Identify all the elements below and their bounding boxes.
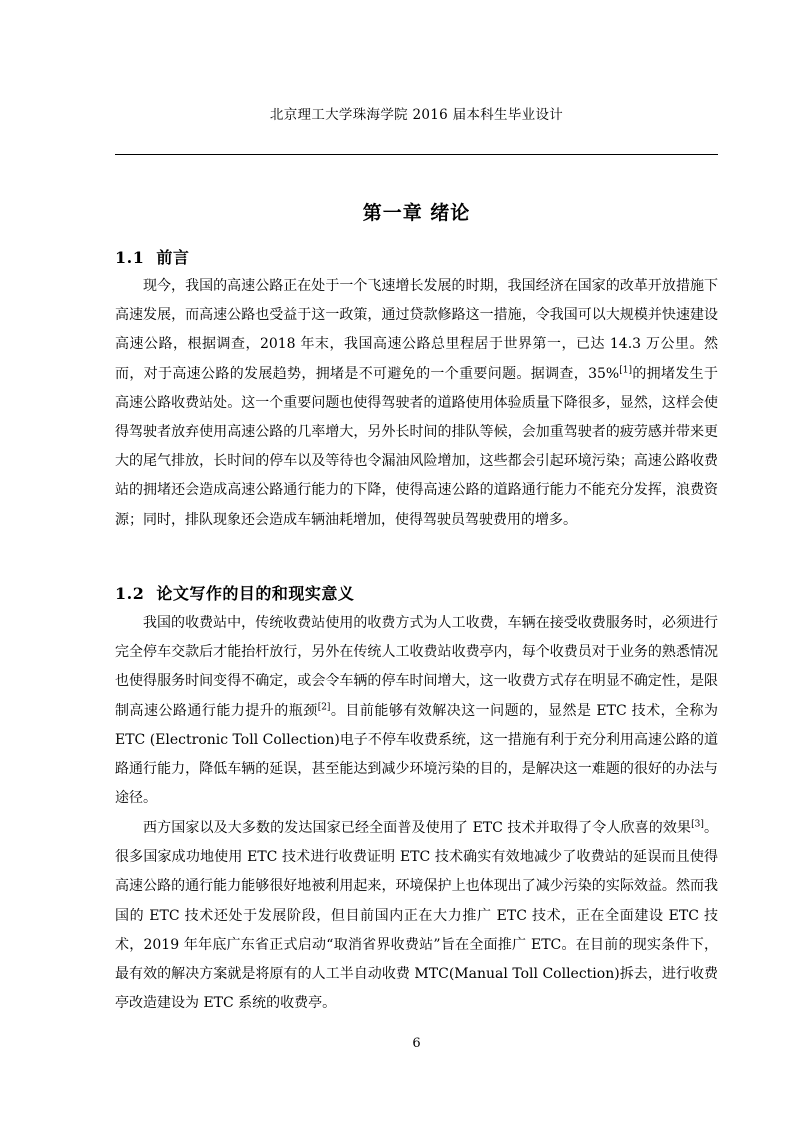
section-number: 1.1 [115,248,145,267]
paragraph-1-2-2 [115,814,718,1018]
section-title: 论文写作的目的和现实意义 [156,584,355,603]
header-rule [115,154,718,155]
citation-ref: [1] [619,364,632,375]
section-title: 前言 [156,248,190,267]
paragraph-text: 。目前能够有效解决这一问题的，显然是 ETC 技术，全称为 ETC (Electronic Toll Collection)电子不停车收费系统，这一措施有利于充分利用高速公路的道路通行能力，降低车辆的延误，甚至能达到减少环境污染的目的，是解决这一难题的很好的办法与途径。 [115,702,719,807]
paragraph-text: 的拥堵发生于高速公路收费站处。这一个重要问题也使得驾驶者的道路使用体验质量下降很多，显然，这样会使得驾驶者放弃使用高速公路的几率增大，另外长时间的排队等候，会加重驾驶者的疲劳感并带来更大的尾气排放，长时间的停车以及等待也令漏油风险增加，这些都会引起环境污染；高速公路收费站的拥堵还会造成高速公路通行能力的下降，使得高速公路的道路通行能力不能充分发挥，浪费资源；同时，排队现象还会造成车辆油耗增加，使得驾驶员驾驶费用的增多。 [115,365,719,528]
paragraph-1-1-1 [115,272,718,535]
section-heading-1-2 [115,581,354,604]
paragraph-1-2-1 [115,609,718,813]
paragraph-text: 现今，我国的高速公路正在处于一个飞速增长发展的时期，我国经济在国家的改革开放措施下高速发展，而高速公路也受益于这一政策，通过贷款修路这一措施，令我国可以大规模并快速建设高速公路，根据调查，2018 年末，我国高速公路总里程居于世界第一，已达 14.3 万公里。然而，对于高速公路的发展趋势，拥堵是不可避免的一个重要问题。据调查，35% [115,278,718,382]
page-number: 6 [412,1036,421,1051]
citation-ref: [3] [691,819,704,830]
section-heading-1-1 [115,245,189,268]
chapter-title: 第一章 绪论 [362,202,471,224]
paragraph-text: 西方国家以及大多数的发达国家已经全面普及使用了 ETC 技术并取得了令人欣喜的效果 [143,820,692,836]
running-header: 北京理工大学珠海学院 2016 届本科生毕业设计 [269,107,564,123]
citation-ref: [2] [317,701,331,712]
paragraph-text: 我国的收费站中，传统收费站使用的收费方式为人工收费，车辆在接受收费服务时，必须进行完全停车交款后才能抬杆放行，另外在传统人工收费站收费亭内，每个收费员对于业务的熟悉情况也使得服务时间变得不确定，或会令车辆的停车时间增大，这一收费方式存在明显不确定性，是限制高速公路通行能力提升的瓶颈 [115,615,718,719]
paragraph-text: 。很多国家成功地使用 ETC 技术进行收费证明 ETC 技术确实有效地减少了收费站的延误而且使得高速公路的通行能力能够很好地被利用起来，环境保护上也体现出了减少污染的实际效益。然而我国的 ETC 技术还处于发展阶段，但目前国内正在大力推广 ETC 技术，正在全面建设 ETC 技术，2019 年年底广东省正式启动“取消省界收费站”旨在全面推广 ETC。在目前的现实条件下，最有效的解决方案就是将原有的人工半自动收费 MTC(Manual Toll Collection)拆去，进行收费亭改造建设为 ETC 系统的收费亭。 [115,820,719,1012]
section-number: 1.2 [115,584,145,603]
